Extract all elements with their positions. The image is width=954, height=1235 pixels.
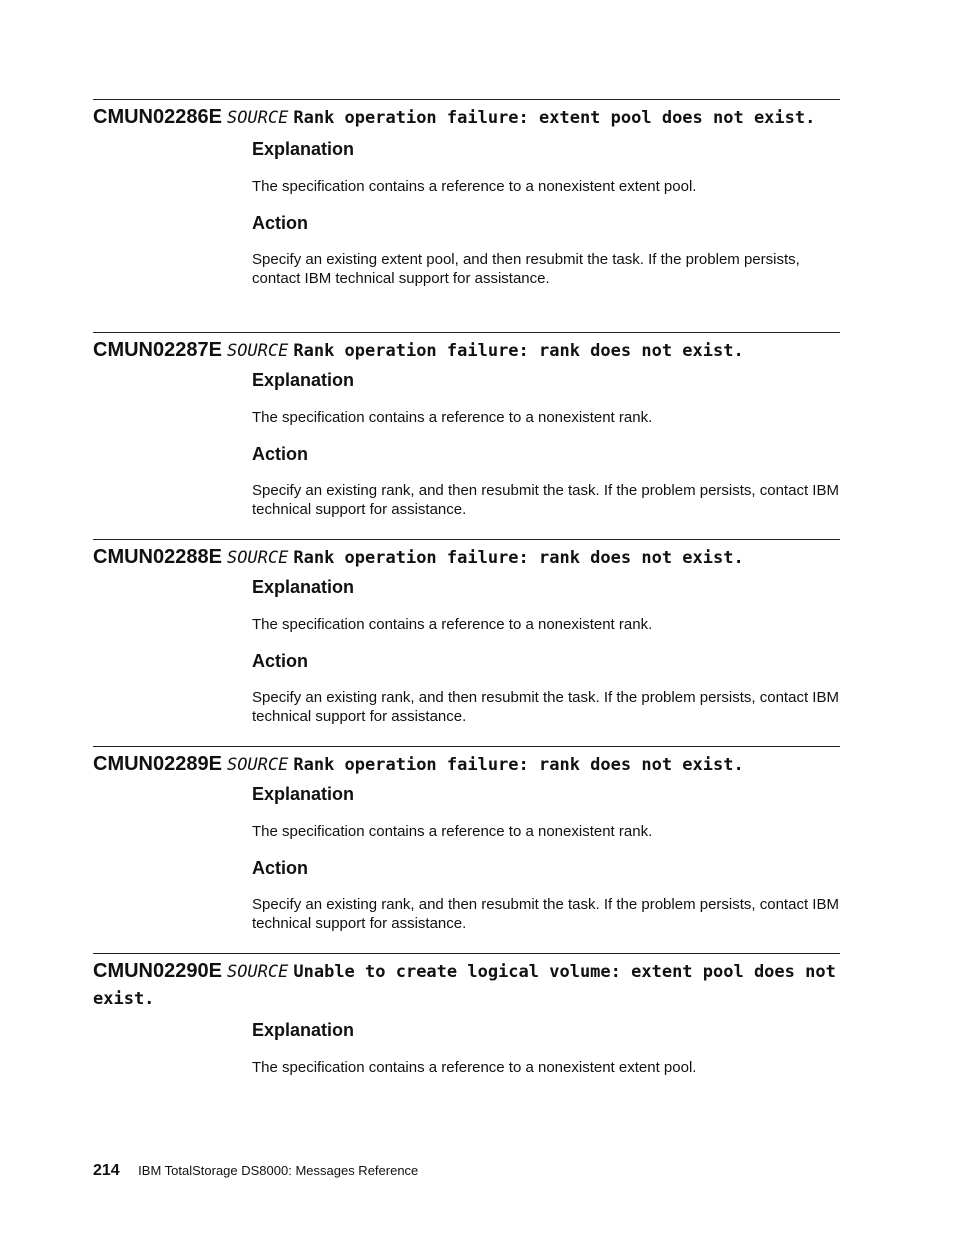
message-id: CMUN02289E bbox=[93, 753, 222, 775]
action-text: Specify an existing rank, and then resubmit the task. If the problem persists, contact IBM technical support for assistance. bbox=[252, 689, 839, 725]
message-source: SOURCE bbox=[226, 108, 289, 128]
page-footer bbox=[93, 1162, 418, 1180]
action-text: Specify an existing rank, and then resubmit the task. If the problem persists, contact IBM technical support for assistance. bbox=[252, 896, 839, 932]
explanation-text: The specification contains a reference to a nonexistent rank. bbox=[252, 823, 653, 840]
message-entry bbox=[93, 953, 840, 1077]
explanation-heading: Explanation bbox=[252, 370, 355, 390]
message-heading bbox=[93, 544, 840, 571]
message-source: SOURCE bbox=[226, 548, 289, 568]
explanation-text: The specification contains a reference to a nonexistent rank. bbox=[252, 409, 653, 426]
action-heading: Action bbox=[252, 651, 308, 671]
message-entry bbox=[93, 332, 840, 519]
action-text: Specify an existing extent pool, and then resubmit the task. If the problem persists, contact IBM technical support for assistance. bbox=[252, 251, 800, 287]
book-title: IBM TotalStorage DS8000: Messages Reference bbox=[138, 1163, 419, 1178]
message-entry bbox=[93, 746, 840, 933]
message-heading bbox=[93, 751, 840, 778]
message-id: CMUN02290E bbox=[93, 960, 222, 982]
message-text: Rank operation failure: rank does not exist. bbox=[293, 341, 744, 361]
message-source: SOURCE bbox=[226, 755, 289, 775]
action-heading: Action bbox=[252, 444, 308, 464]
message-body bbox=[252, 783, 840, 933]
explanation-heading: Explanation bbox=[252, 577, 355, 597]
explanation-heading: Explanation bbox=[252, 139, 355, 159]
message-body bbox=[252, 138, 840, 288]
message-source: SOURCE bbox=[226, 962, 289, 982]
page-number: 214 bbox=[93, 1162, 120, 1179]
message-id: CMUN02287E bbox=[93, 339, 222, 361]
message-heading bbox=[93, 958, 840, 1012]
explanation-heading: Explanation bbox=[252, 784, 355, 804]
message-body bbox=[252, 369, 840, 519]
message-entry bbox=[93, 539, 840, 726]
explanation-text: The specification contains a reference to a nonexistent extent pool. bbox=[252, 178, 697, 195]
message-body bbox=[252, 576, 840, 726]
message-text: Unable to create logical volume: extent pool does not exist. bbox=[93, 962, 836, 1009]
message-id: CMUN02286E bbox=[93, 106, 222, 128]
message-entry bbox=[93, 99, 840, 288]
message-id: CMUN02288E bbox=[93, 546, 222, 568]
message-heading bbox=[93, 104, 840, 131]
message-body bbox=[252, 1019, 840, 1077]
action-text: Specify an existing rank, and then resubmit the task. If the problem persists, contact IBM technical support for assistance. bbox=[252, 482, 839, 518]
explanation-heading: Explanation bbox=[252, 1020, 355, 1040]
message-source: SOURCE bbox=[226, 341, 289, 361]
action-heading: Action bbox=[252, 213, 308, 233]
action-heading: Action bbox=[252, 858, 308, 878]
message-text: Rank operation failure: rank does not exist. bbox=[293, 755, 744, 775]
explanation-text: The specification contains a reference to a nonexistent rank. bbox=[252, 616, 653, 633]
message-text: Rank operation failure: rank does not exist. bbox=[293, 548, 744, 568]
message-text: Rank operation failure: extent pool does not exist. bbox=[293, 108, 816, 128]
explanation-text: The specification contains a reference to a nonexistent extent pool. bbox=[252, 1059, 697, 1076]
message-heading bbox=[93, 337, 840, 364]
